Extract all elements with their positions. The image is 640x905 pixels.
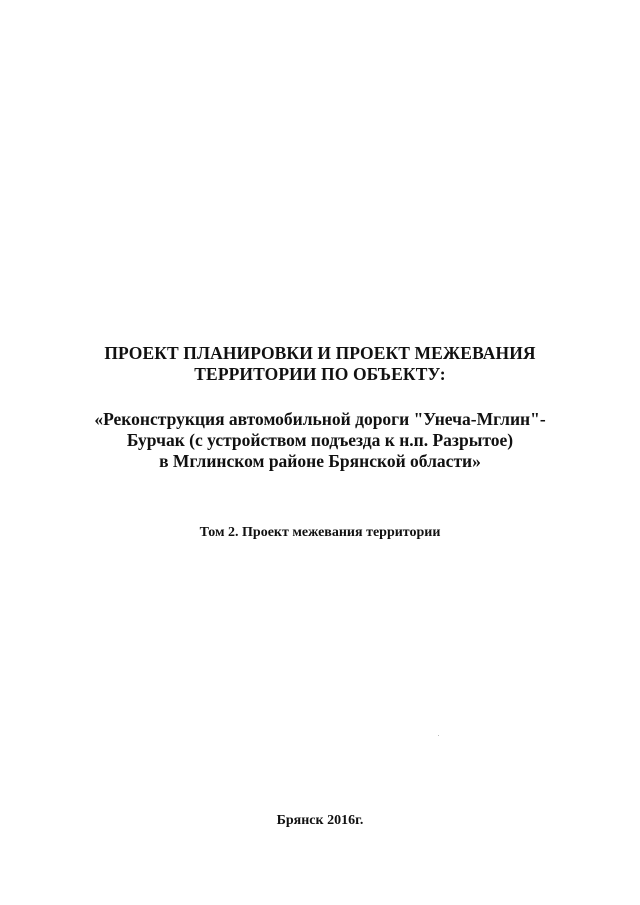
scan-speck	[438, 735, 439, 736]
object-name	[0, 409, 640, 472]
document-heading	[0, 343, 640, 385]
city-year: Брянск 2016г.	[276, 813, 364, 828]
object-name-line-3: в Мглинском районе Брянской области»	[159, 451, 481, 471]
heading-line-2: ТЕРРИТОРИИ ПО ОБЪЕКТУ:	[194, 364, 446, 384]
object-name-line-2: Бурчак (с устройством подъезда к н.п. Разрытое)	[126, 430, 514, 450]
heading-line-1: ПРОЕКТ ПЛАНИРОВКИ И ПРОЕКТ МЕЖЕВАНИЯ	[104, 343, 536, 363]
volume-title: Том 2. Проект межевания территории	[199, 525, 441, 540]
object-name-line-1: «Реконструкция автомобильной дороги "Унеча-Мглин"-	[94, 409, 546, 429]
